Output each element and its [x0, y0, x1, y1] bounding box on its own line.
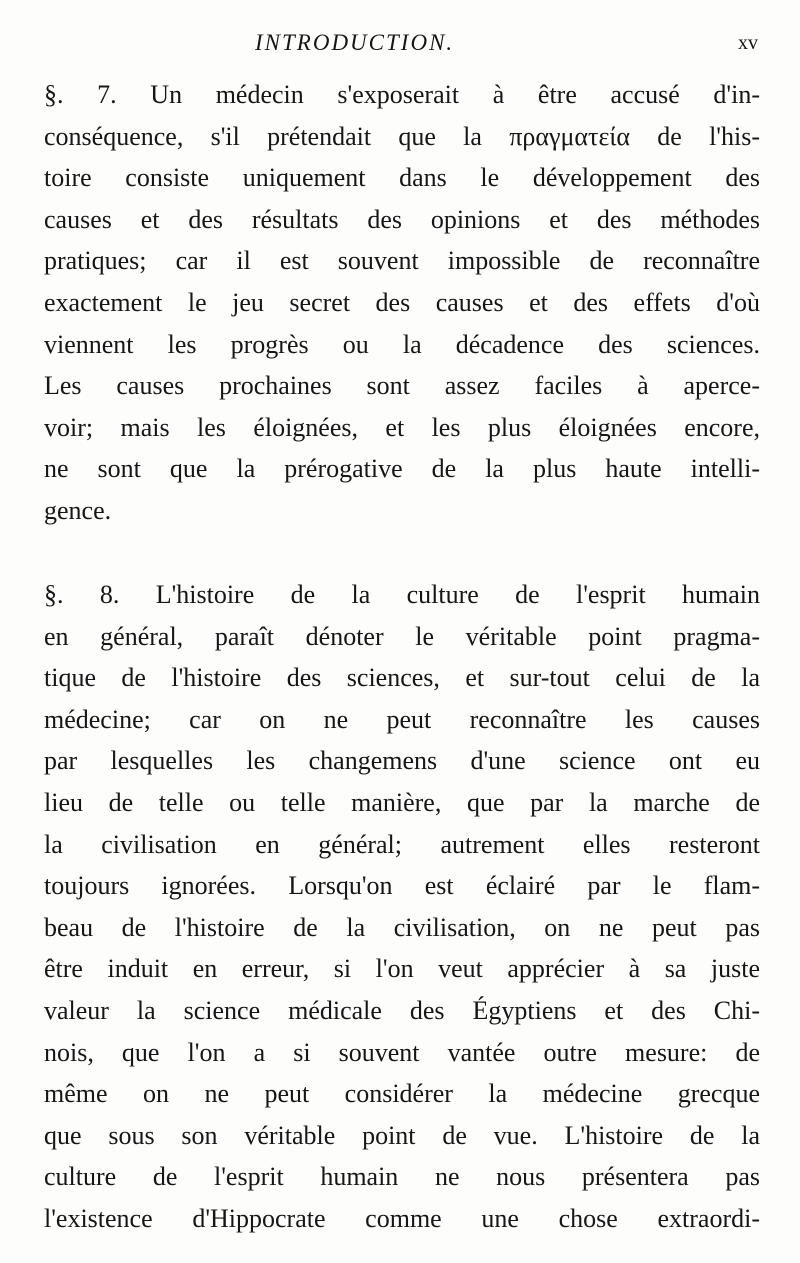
text-line: même on ne peut considérer la médecine grecque [44, 1079, 760, 1109]
text-line: médecine; car on ne peut reconnaître les causes [44, 704, 760, 734]
text-line: que sous son véritable point de vue. L'histoire de la [44, 1120, 760, 1150]
text-line: lieu de telle ou telle manière, que par la marche de [44, 787, 760, 817]
text-line: causes et des résultats des opinions et des méthodes [44, 204, 760, 234]
text-line: en général, paraît dénoter le véritable point pragma- [44, 621, 760, 651]
text-line: Les causes prochaines sont assez faciles à aperce- [44, 371, 760, 401]
running-head: INTRODUCTION. [255, 30, 455, 55]
text-line: voir; mais les éloignées, et les plus éloignées encore, [44, 412, 760, 442]
text-line: toire consiste uniquement dans le développement des [44, 163, 760, 193]
paragraph-7-text [44, 74, 760, 532]
page-number: xv [738, 32, 758, 54]
text-line: toujours ignorées. Lorsqu'on est éclairé par le flam- [44, 871, 760, 901]
page-header [0, 30, 800, 62]
text-line: l'existence d'Hippocrate comme une chose extraordi- [44, 1203, 760, 1233]
text-line: beau de l'histoire de la civilisation, on ne peut pas [44, 912, 760, 942]
text-line: viennent les progrès ou la décadence des sciences. [44, 329, 760, 359]
text-line: exactement le jeu secret des causes et des effets d'où [44, 287, 760, 317]
text-line: par lesquelles les changemens d'une science ont eu [44, 746, 760, 776]
text-line: tique de l'histoire des sciences, et sur-tout celui de la [44, 663, 760, 693]
text-line: pratiques; car il est souvent impossible de reconnaître [44, 246, 760, 276]
text-line: conséquence, s'il prétendait que la πραγματεία de l'his- [44, 121, 760, 151]
text-line: §. 7. Un médecin s'exposerait à être accusé d'in- [44, 80, 760, 109]
paragraph-8-text [44, 574, 760, 1240]
paragraph-7 [44, 74, 760, 532]
text-line: être induit en erreur, si l'on veut apprécier à sa juste [44, 954, 760, 984]
text-line: gence. [44, 495, 112, 525]
text-line: §. 8. L'histoire de la culture de l'esprit humain [44, 580, 760, 609]
text-line: valeur la science médicale des Égyptiens et des Chi- [44, 995, 760, 1025]
paragraph-8 [44, 574, 760, 1240]
text-line: ne sont que la prérogative de la plus haute intelli- [44, 454, 760, 484]
text-line: nois, que l'on a si souvent vantée outre mesure: de [44, 1037, 760, 1067]
text-line: la civilisation en général; autrement elles resteront [44, 829, 760, 859]
text-line: culture de l'esprit humain ne nous présentera pas [44, 1162, 760, 1192]
